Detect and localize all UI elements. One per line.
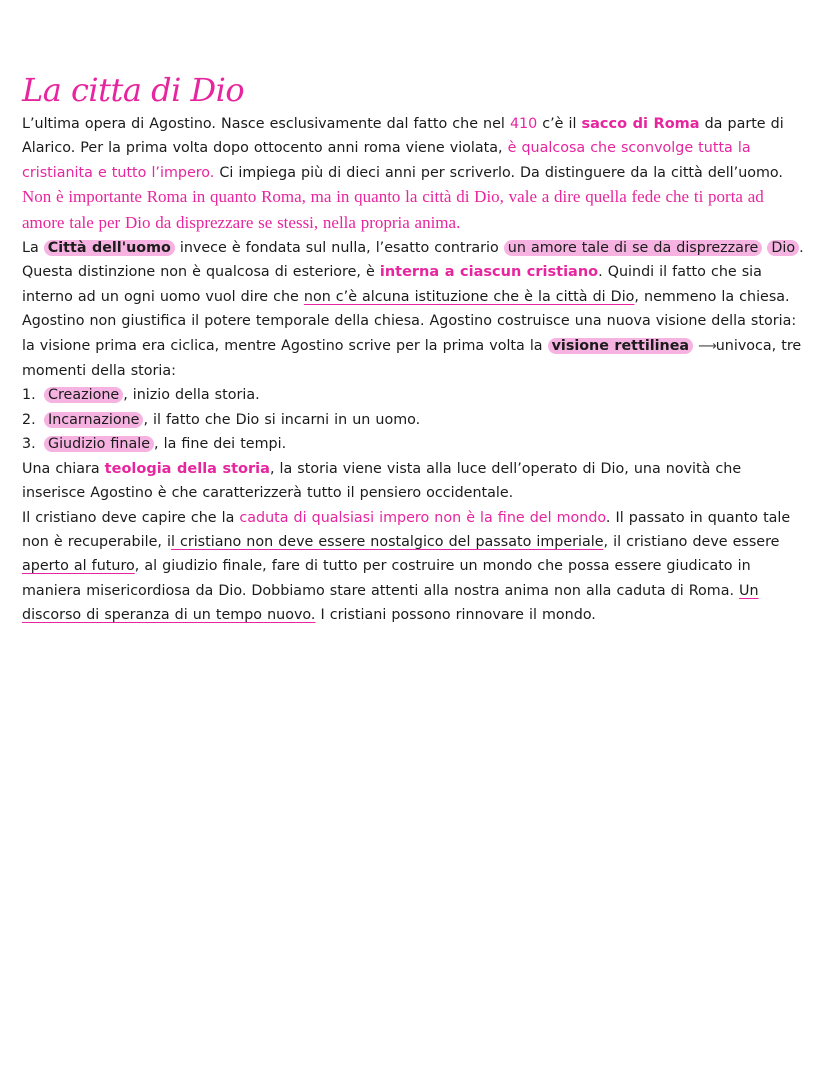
- paragraph-cristiano: [22, 506, 808, 628]
- list-item: [22, 383, 808, 407]
- text-span: La: [22, 240, 44, 257]
- text-span: L’ultima opera di Agostino. Nasce esclusivamente dal fatto che nel: [22, 116, 510, 132]
- moments-list: [22, 383, 808, 456]
- list-term-highlight: Creazione: [44, 387, 123, 403]
- text-span: . Questa distinzione non è qualcosa di esteriore, è: [22, 240, 804, 281]
- text-span: . Quindi il fatto che sia interno ad un ogni uomo vuol dire che: [22, 264, 762, 305]
- emphasis-text: è qualcosa che sconvolge tutta la cristianita e tutto l’impero.: [22, 140, 751, 181]
- underlined-text: Un discorso di speranza di un tempo nuovo.: [22, 582, 759, 624]
- list-text: , inizio della storia.: [123, 387, 260, 404]
- sacco-di-roma-text: sacco di Roma: [581, 116, 700, 132]
- list-term-highlight: Giudizio finale: [44, 436, 154, 452]
- serif-quote-text: Non è importante Roma in quanto Roma, ma in quanto la città di Dio, vale a dire quella fede che ti porta ad amore tale per Dio da disprezzare se stessi, nella propria anima.: [22, 187, 764, 232]
- paragraph-citta-uomo: [22, 236, 808, 383]
- highlight-dio: Dio: [767, 240, 799, 256]
- page-title: La citta di Dio: [22, 71, 245, 109]
- text-span: Una chiara: [22, 460, 105, 477]
- list-item: [22, 408, 808, 432]
- paragraph-intro: [22, 112, 808, 236]
- text-span: univoca, tre momenti della storia:: [22, 337, 802, 380]
- text-span: Ci impiega più di dieci anni per scriverlo. Da distinguere da la città dell’uomo.: [214, 164, 783, 181]
- text-span: invece è fondata sul nulla, l’esatto contrario: [174, 240, 504, 257]
- citta-uomo-highlight: Città dell'uomo: [44, 240, 175, 256]
- text-span: , la storia viene vista alla luce dell’operato di Dio, una novità che inserisce Agostino è che caratterizzerà tutto il pensiero occidentale.: [22, 460, 742, 502]
- list-number: 1.: [22, 387, 36, 404]
- text-span: . Il passato in quanto tale non è recuperabile, i: [22, 509, 791, 550]
- teologia-text: teologia della storia: [104, 460, 270, 477]
- list-number: 3.: [22, 436, 36, 453]
- text-span: Il cristiano deve capire che la: [22, 509, 240, 526]
- visione-rettilinea-highlight: visione rettilinea: [548, 338, 693, 354]
- list-text: , la fine dei tempi.: [154, 436, 287, 453]
- text-span: , nemmeno la chiesa. Agostino non giustifica il potere temporale della chiesa. Agostino costruisce una nuova visione della storia: la visione prima era ciclica, mentre Agostino scrive per la prima volta la: [22, 288, 797, 354]
- underlined-text: non c’è alcuna istituzione che è la città di Dio: [303, 288, 635, 305]
- paragraph-teologia: [22, 457, 808, 506]
- text-span: I cristiani possono rinnovare il mondo.: [315, 607, 596, 624]
- underlined-text: aperto al futuro: [22, 558, 135, 575]
- list-term-highlight: Incarnazione: [44, 412, 143, 428]
- highlight-amore: un amore tale di se da disprezzare: [504, 240, 763, 256]
- underlined-text: l cristiano non deve essere nostalgico del passato imperiale: [170, 533, 604, 550]
- emphasis-text: caduta di qualsiasi impero non è la fine del mondo: [239, 509, 606, 526]
- list-text: , il fatto che Dio si incarni in un uomo.: [143, 411, 421, 428]
- text-span: , al giudizio finale, fare di tutto per costruire un mondo che possa essere giudicato in maniera misericordiosa da Dio. Dobbiamo stare attenti alla nostra anima non alla caduta di Roma.: [22, 558, 751, 599]
- arrow-icon: ⟶: [698, 338, 716, 354]
- interna-text: interna a ciascun cristiano: [379, 264, 599, 281]
- list-item: [22, 432, 808, 456]
- year-text: 410: [509, 116, 538, 132]
- text-span: c’è il: [537, 116, 582, 132]
- list-number: 2.: [22, 411, 36, 428]
- text-span: da parte di Alarico. Per la prima volta dopo ottocento anni roma viene violata,: [22, 116, 784, 157]
- text-span: , il cristiano deve essere: [603, 533, 780, 550]
